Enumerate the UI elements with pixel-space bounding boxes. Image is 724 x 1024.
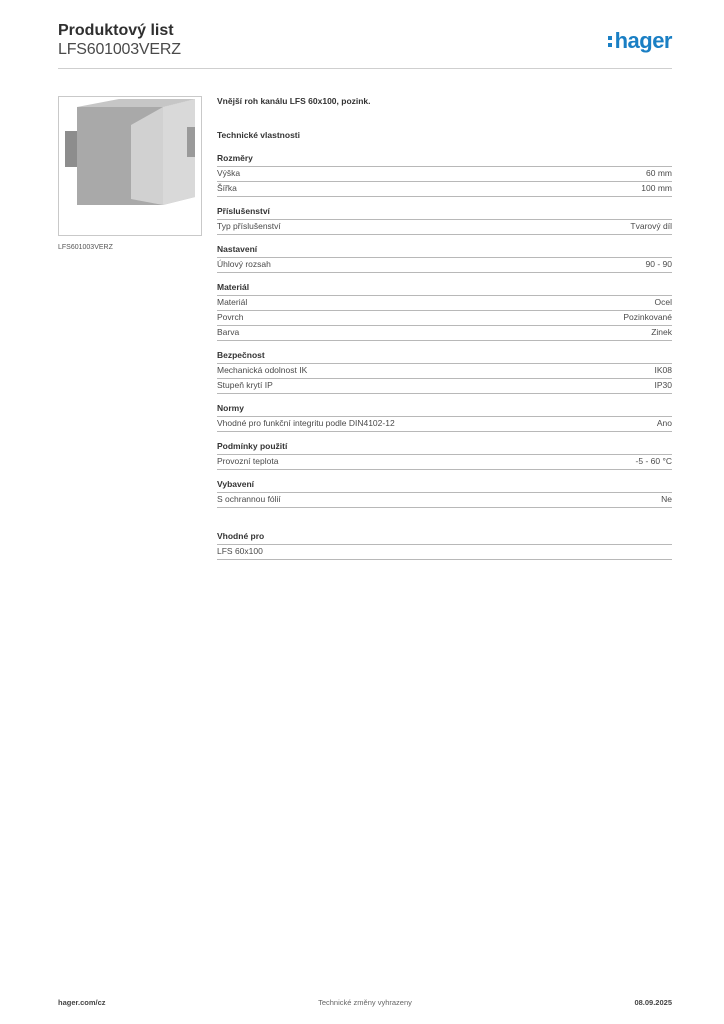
property-label: LFS 60x100 — [217, 546, 263, 556]
property-label: Materiál — [217, 297, 248, 307]
corner-piece-icon — [59, 97, 201, 235]
product-details — [217, 96, 672, 560]
product-code: LFS601003VERZ — [58, 41, 181, 58]
header-divider — [58, 68, 672, 69]
property-groups — [217, 152, 672, 508]
group-title: Příslušenství — [217, 205, 672, 220]
property-row — [217, 545, 672, 560]
property-group — [217, 478, 672, 508]
property-group — [217, 440, 672, 470]
property-value: 90 - 90 — [645, 259, 672, 269]
property-row — [217, 326, 672, 341]
page-header — [58, 22, 672, 70]
footer-website: hager.com/cz — [58, 998, 106, 1007]
property-label: Typ příslušenství — [217, 221, 281, 231]
property-group — [217, 152, 672, 197]
property-label: Vhodné pro funkční integritu podle DIN4102-12 — [217, 418, 395, 428]
property-group — [217, 281, 672, 341]
document-title: Produktový list — [58, 22, 174, 39]
property-value: IP30 — [654, 380, 672, 390]
property-row — [217, 296, 672, 311]
property-value: Pozinkované — [623, 312, 672, 322]
group-title: Normy — [217, 402, 672, 417]
property-label: Provozní teplota — [217, 456, 279, 466]
property-row — [217, 182, 672, 197]
property-row — [217, 167, 672, 182]
logo-text: hager — [614, 28, 672, 53]
property-row — [217, 455, 672, 470]
property-group — [217, 402, 672, 432]
property-value: Ano — [656, 418, 672, 428]
property-label: Šířka — [217, 183, 237, 193]
property-row — [217, 379, 672, 394]
property-row — [217, 258, 672, 273]
section-title: Technické vlastnosti — [217, 130, 300, 140]
group-title: Bezpečnost — [217, 349, 672, 364]
product-description: Vnější roh kanálu LFS 60x100, pozink. — [217, 96, 371, 106]
group-title: Vybavení — [217, 478, 672, 493]
property-row — [217, 220, 672, 235]
hager-logo — [607, 28, 672, 54]
property-row — [217, 364, 672, 379]
property-value: -5 - 60 °C — [635, 456, 672, 466]
group-title: Vhodné pro — [217, 530, 672, 545]
property-label: Výška — [217, 168, 241, 178]
property-row — [217, 311, 672, 326]
product-image — [58, 96, 202, 236]
group-title: Podmínky použití — [217, 440, 672, 455]
property-group — [217, 205, 672, 235]
property-group — [217, 349, 672, 394]
property-value: Ocel — [654, 297, 672, 307]
footer-date: 08.09.2025 — [634, 998, 672, 1007]
property-value: Tvarový díl — [630, 221, 672, 231]
suitable-for-group — [217, 530, 672, 560]
group-title: Nastavení — [217, 243, 672, 258]
property-value: 100 mm — [641, 183, 672, 193]
property-value: Ne — [661, 494, 672, 504]
property-value: 60 mm — [646, 168, 672, 178]
footer-notice: Technické změny vyhrazeny — [318, 998, 412, 1007]
group-title: Materiál — [217, 281, 672, 296]
property-label: Úhlový rozsah — [217, 259, 271, 269]
image-caption: LFS601003VERZ — [58, 244, 113, 251]
property-label: Barva — [217, 327, 240, 337]
property-label: Mechanická odolnost IK — [217, 365, 308, 375]
property-label: Povrch — [217, 312, 244, 322]
property-group — [217, 243, 672, 273]
property-label: S ochrannou fólií — [217, 494, 281, 504]
property-label: Stupeň krytí IP — [217, 380, 273, 390]
property-value: Zinek — [651, 327, 672, 337]
property-row — [217, 417, 672, 432]
property-value: IK08 — [654, 365, 672, 375]
property-row — [217, 493, 672, 508]
group-title: Rozměry — [217, 152, 672, 167]
